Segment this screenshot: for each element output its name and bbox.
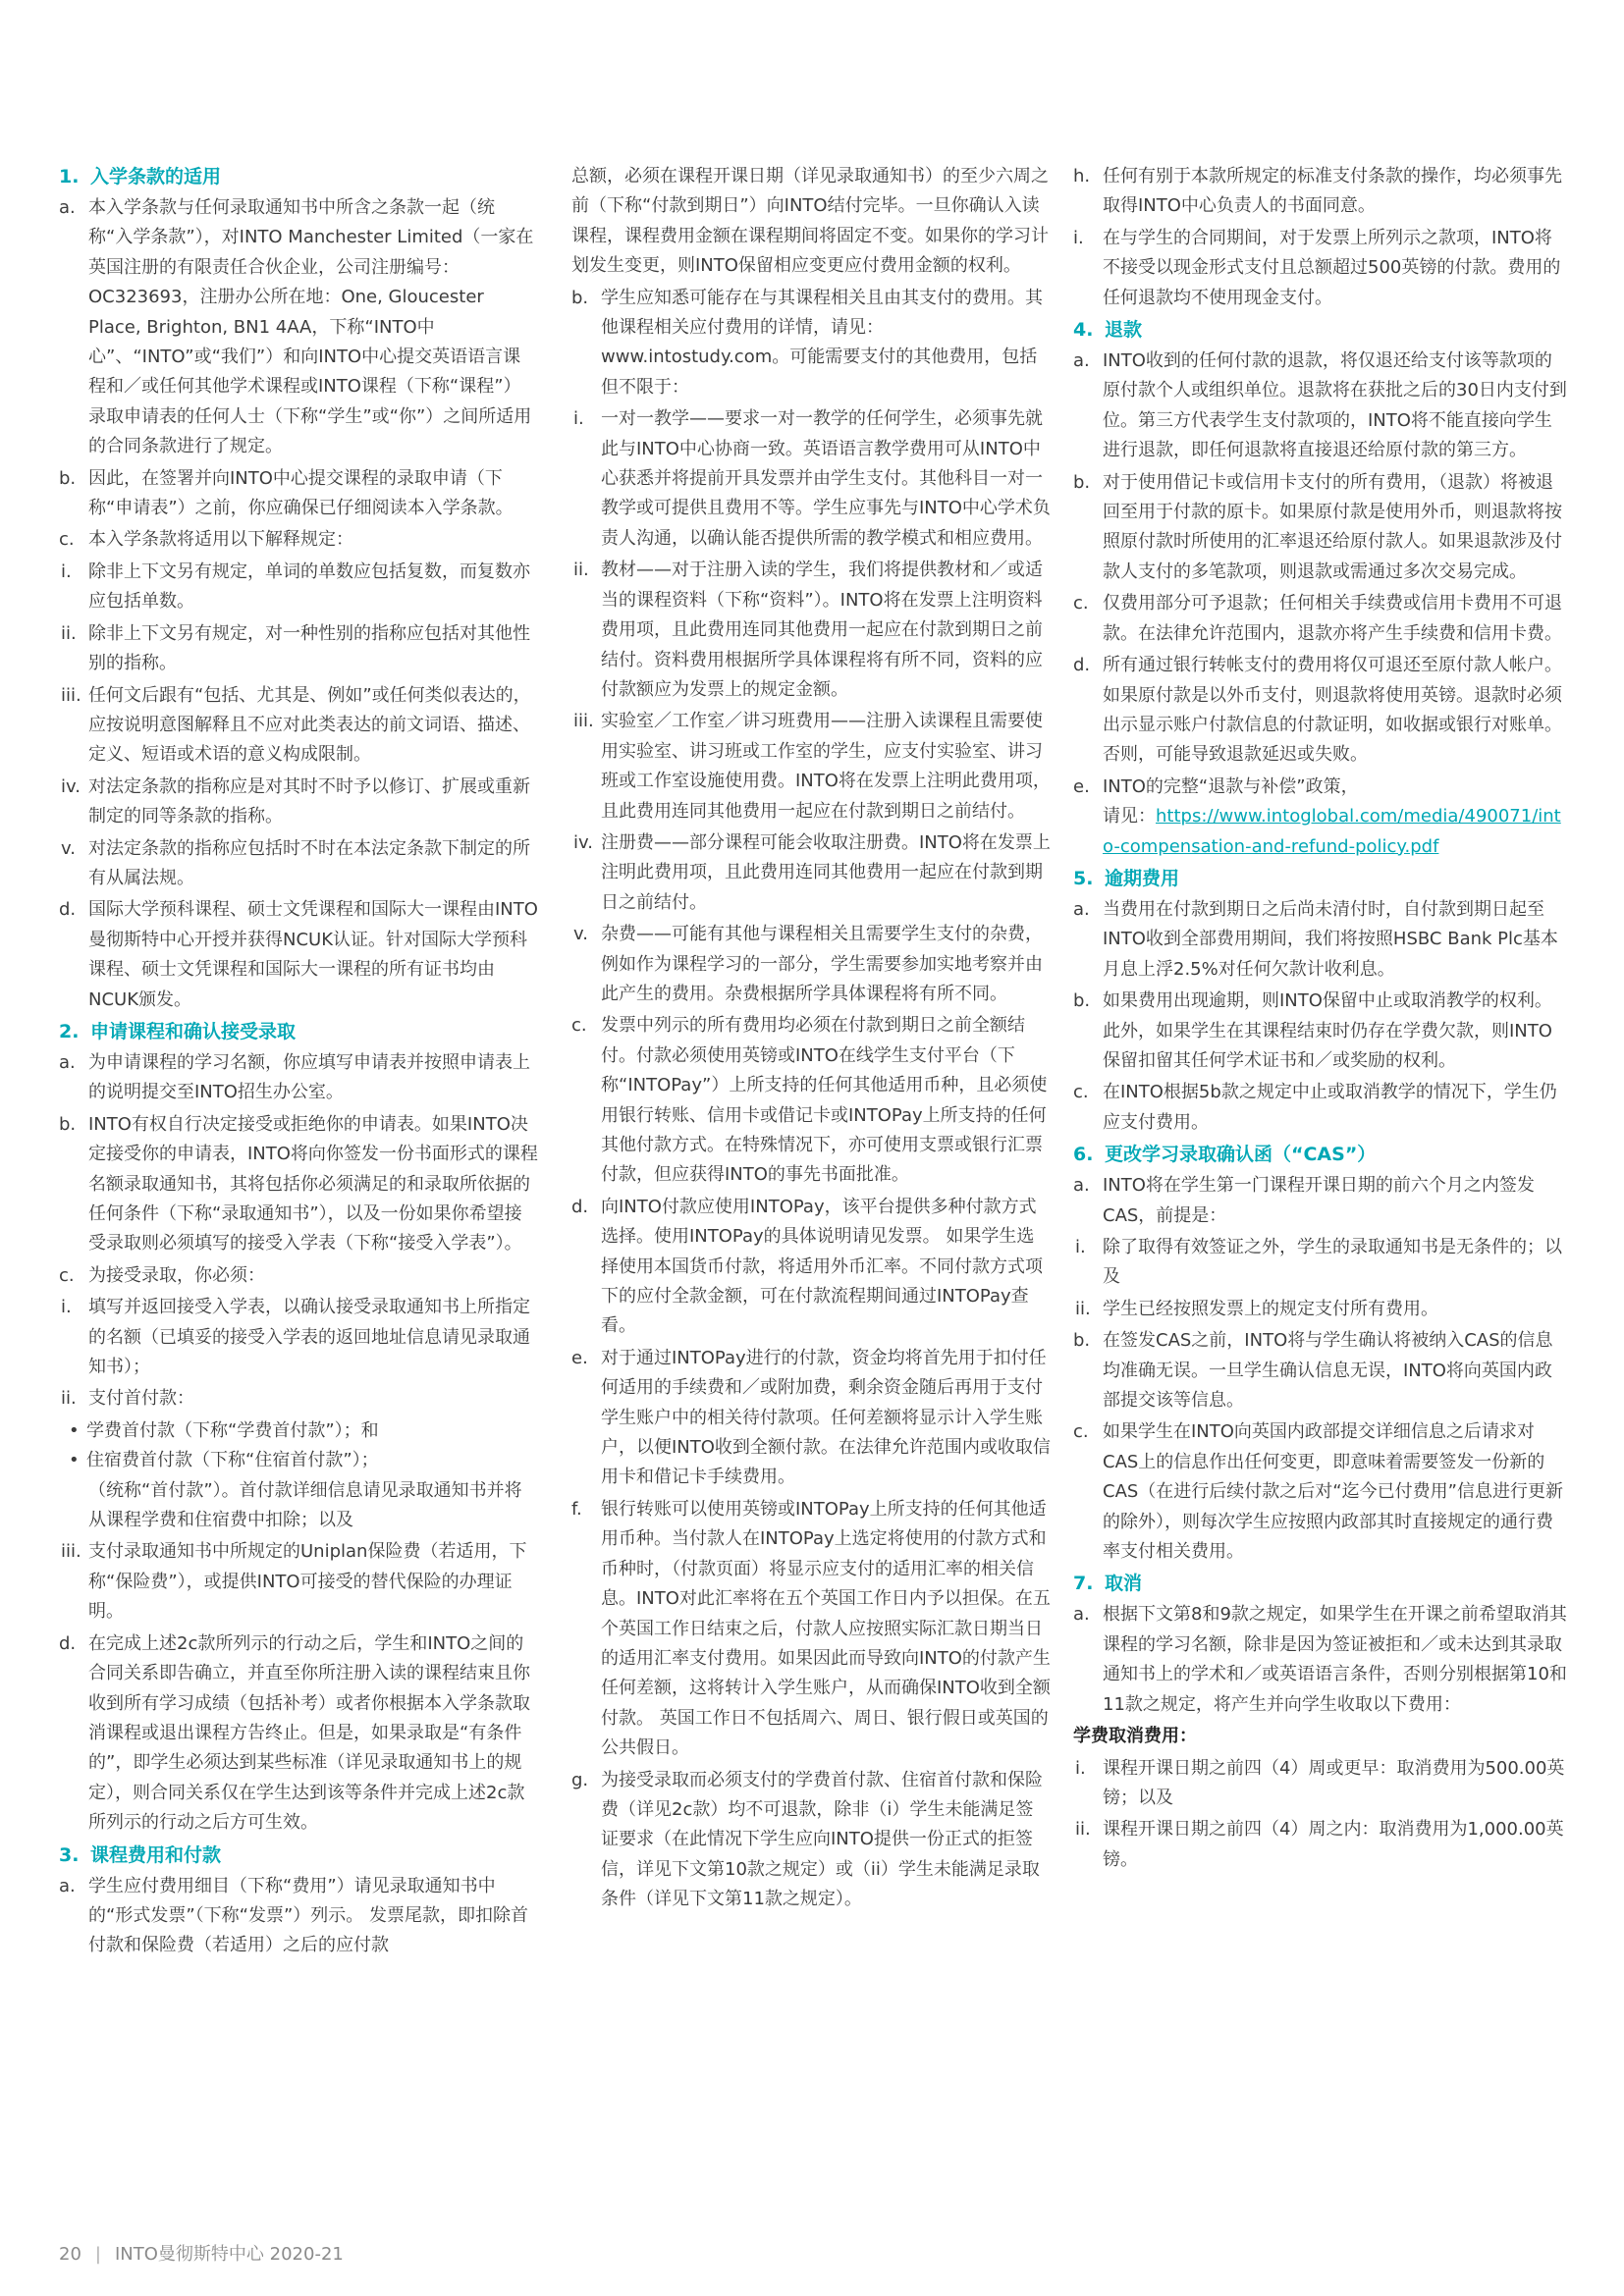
- clause-item: [1073, 224, 1567, 313]
- bullet-item: [59, 1446, 538, 1475]
- clause-text: 学生应付费用细目（下称“费用”）请见录取通知书中的“形式发票”（下称“发票”）列示。 发票尾款，即扣除首付款和保险费（若适用）之后的应付款: [88, 1875, 529, 1956]
- clause-label: b.: [571, 287, 589, 308]
- section-heading: [59, 1841, 538, 1870]
- clause-item: [1073, 773, 1567, 862]
- clause-label: a.: [59, 1875, 76, 1896]
- clause-text: 杂费——可能有其他与课程相关且需要学生支付的杂费，例如作为课程学习的一部分，学生需要参加实地考察并由此产生的费用。杂费根据所学具体课程将有所不同。: [601, 924, 1043, 1004]
- section-heading: [59, 162, 538, 191]
- clause-text: 对于通过INTOPay进行的付款，资金均将首先用于扣付任何适用的手续费和／或附加费，剩余资金随后再用于支付学生账户中的相关待付款项。任何差额将显示计入学生账户，以便INTO收到全额付款。在法律允许范围内或收取信用卡和借记卡手续费用。: [601, 1347, 1051, 1488]
- clause-text: 在完成上述2c款所列示的行动之后，学生和INTO之间的合同关系即告确立，并直至你所注册入读的课程结束且你收到所有学习成绩（包括补考）或者你根据本入学条款取消课程或退出课程方告终止。但是，如果录取是“有条件的”，即学生必须达到某些标准（详见录取通知书上的规定），则合同关系仅在学生达到该等条件并完成上述2c款所列示的行动之后方可生效。: [88, 1632, 530, 1834]
- clause-text: 为接受录取，你必须：: [88, 1264, 265, 1286]
- clause-label: c.: [1073, 1421, 1089, 1443]
- section-number: 2.: [59, 1020, 80, 1042]
- clause-label: a.: [1073, 1604, 1090, 1626]
- bullet-marker: •: [69, 1419, 80, 1441]
- clause-text: INTO将在学生第一门课程开课日期的前六个月之内签发CAS，前提是：: [1103, 1175, 1535, 1226]
- clause-text: 住宿费首付款（下称“住宿首付款”）；: [86, 1450, 379, 1471]
- clause-text: 仅费用部分可予退款；任何相关手续费或信用卡费用不可退款。在法律允许范围内，退款亦将产生手续费和信用卡费。: [1103, 593, 1562, 644]
- clause-label: a.: [1073, 350, 1090, 372]
- page-footer: [59, 2240, 344, 2266]
- clause-item: [59, 1110, 538, 1259]
- clause-text: 对于使用借记卡或信用卡支付的所有费用，（退款）将被退回至用于付款的原卡。如果原付款是使用外币，则退款将按照原付款时所使用的汇率退还给原付款人。如果退款涉及付款人支付的多笔款项，则退款或需通过多次交易完成。: [1103, 471, 1562, 582]
- clause-item: [59, 1261, 538, 1291]
- subheading-bold: 学费取消费用：: [1073, 1726, 1197, 1747]
- clause-item: [1073, 1078, 1567, 1138]
- section-title: 逾期费用: [1105, 867, 1180, 889]
- clause-item: [571, 1344, 1051, 1493]
- clause-text: 本入学条款与任何录取通知书中所含之条款一起（统称“入学条款”），对INTO Manchester Limited（一家在英国注册的有限责任合伙企业，公司注册编号：OC323693，注册办公所在地：One, Gloucester Place, Brighton, BN1 4AA，下称“INTO中心”、“INTO”或“我们”）和向INTO中心提交英语语言课程和／或任何其他学术课程或INTO课程（下称“课程”）录取申请表的任何人士（下称“学生”或“你”）之间所适用的合同条款进行了规定。: [88, 197, 534, 457]
- sub-clause-item: [1073, 1233, 1567, 1293]
- clause-label: i.: [573, 408, 584, 430]
- clause-item: [1073, 1417, 1567, 1567]
- page-number: 20: [59, 2244, 81, 2265]
- clause-item: [59, 1629, 538, 1839]
- sub-clause-item: [1073, 1815, 1567, 1875]
- clause-label: d.: [571, 1196, 589, 1217]
- clause-text: 对法定条款的指称应是对其时不时予以修订、扩展或重新制定的同等条款的指称。: [88, 775, 530, 828]
- clause-label: f.: [571, 1498, 582, 1520]
- clause-text: 对法定条款的指称应包括时不时在本法定条款下制定的所有从属法规。: [88, 837, 530, 888]
- section-heading: [59, 1017, 538, 1046]
- clause-text: 在与学生的合同期间，对于发票上所列示之款项，INTO将不接受以现金形式支付且总额超过500英镑的付款。费用的任何退款均不使用现金支付。: [1103, 227, 1561, 308]
- clause-label: ii.: [573, 560, 589, 581]
- clause-item: [571, 1495, 1051, 1764]
- clause-label: a.: [59, 197, 76, 218]
- clause-text: 学费首付款（下称“学费首付款”）；和: [86, 1419, 379, 1441]
- clause-text: 填写并返回接受入学表，以确认接受录取通知书上所指定的名额（已填妥的接受入学表的返回地址信息请见录取通知书）；: [88, 1297, 530, 1378]
- clause-text: 任何有别于本款所规定的标准支付条款的操作，均必须事先取得INTO中心负责人的书面同意。: [1103, 166, 1562, 217]
- clause-text: 学生应知悉可能存在与其课程相关且由其支付的费用。其他课程相关应付费用的详情，请见：www.intostudy.com。可能需要支付的其他费用，包括但不限于：: [601, 287, 1043, 398]
- section-heading: [1073, 1140, 1567, 1169]
- section-heading: [1073, 315, 1567, 345]
- clause-text: 除非上下文另有规定，对一种性别的指称应包括对其他性别的指称。: [88, 622, 530, 674]
- clause-label: d.: [59, 1632, 77, 1654]
- clause-item: [59, 1872, 538, 1961]
- clause-label: a.: [1073, 1175, 1090, 1197]
- sub-clause-item: [59, 558, 538, 617]
- clause-text: 国际大学预科课程、硕士文凭课程和国际大一课程由INTO曼彻斯特中心开授并获得NCUK认证。针对国际大学预科课程、硕士文凭课程和国际大一课程的所有证书均由NCUK颁发。: [88, 899, 538, 1010]
- sub-clause-item: [571, 828, 1051, 918]
- clause-text: 课程开课日期之前四（4）周或更早：取消费用为500.00英镑；以及: [1103, 1757, 1565, 1808]
- clause-text: 学生已经按照发票上的规定支付所有费用。: [1103, 1298, 1438, 1319]
- clause-label: b.: [1073, 1330, 1091, 1352]
- section-title: 课程费用和付款: [90, 1843, 222, 1866]
- clause-label: c.: [1073, 593, 1089, 614]
- clause-label: c.: [59, 1264, 75, 1286]
- clause-text: 为接受录取而必须支付的学费首付款、住宿首付款和保险费（详见2c款）均不可退款，除非（i）学生未能满足签证要求（在此情况下学生应向INTO提供一份正式的拒签信，详见下文第10款之规定）或（ii）学生未能满足录取条件（详见下文第11款之规定）。: [601, 1769, 1043, 1910]
- clause-text: 课程开课日期之前四（4）周之内：取消费用为1,000.00英镑。: [1103, 1819, 1564, 1870]
- clause-item: [59, 193, 538, 462]
- section-title: 更改学习录取确认函（“CAS”）: [1105, 1144, 1377, 1166]
- clause-label: h.: [1073, 166, 1091, 187]
- column-1: [59, 162, 538, 1963]
- clause-item: [1073, 1326, 1567, 1415]
- clause-item: [59, 895, 538, 1015]
- clause-label: b.: [1073, 471, 1091, 493]
- clause-label: e.: [1073, 775, 1090, 797]
- clause-text: 支付首付款：: [88, 1388, 194, 1410]
- section-number: 5.: [1073, 867, 1094, 889]
- clause-label: e.: [571, 1347, 588, 1368]
- column-3: [1073, 162, 1567, 1877]
- clause-item: [1073, 162, 1567, 222]
- section-number: 6.: [1073, 1144, 1094, 1166]
- sub-clause-item: [571, 707, 1051, 827]
- clause-label: c.: [59, 529, 75, 551]
- clause-label: a.: [1073, 898, 1090, 920]
- clause-label: ii.: [61, 622, 77, 644]
- clause-item: [59, 1048, 538, 1108]
- clause-label: a.: [59, 1051, 76, 1073]
- clause-text: 根据下文第8和9款之规定，如果学生在开课之前希望取消其课程的学习名额，除非是因为签证被拒和／或未达到其录取通知书上的学术和／或英语语言条件，否则分别根据第10和11款之规定，将产生并向学生收取以下费用：: [1103, 1604, 1567, 1715]
- clause-label: b.: [1073, 990, 1091, 1012]
- clause-text: 在签发CAS之前，INTO将与学生确认将被纳入CAS的信息均准确无误。一旦学生确认信息无误，INTO将向英国内政部提交该等信息。: [1103, 1330, 1553, 1412]
- clause-item: [571, 1011, 1051, 1190]
- clause-text: 如果学生在INTO向英国内政部提交详细信息之后请求对CAS上的信息作出任何变更，即意味着需要签发一份新的CAS（在进行后续付款之后对“迄今已付费用”信息进行更新的除外），则每次学生应按照内政部其时直接规定的通行费率支付相关费用。: [1103, 1421, 1563, 1563]
- clause-item: [571, 284, 1051, 403]
- clause-text: 银行转账可以使用英镑或INTOPay上所支持的任何其他适用币种。当付款人在INTOPay上选定将使用的付款方式和币种时，（付款页面）将显示应支付的适用汇率的相关信息。INTO对此汇率将在五个英国工作日内予以担保。在五个英国工作日结束之后，付款人应按照实际汇款日期当日的适用汇率支付费用。如果因此而导致向INTO的付款产生任何差额，这将转计入学生账户，从而确保INTO收到全额付款。 英国工作日不包括周六、周日、银行假日或英国的公共假日。: [601, 1498, 1051, 1759]
- clause-label: b.: [59, 1113, 77, 1135]
- clause-text: 本入学条款将适用以下解释规定：: [88, 529, 353, 551]
- section-heading: [1073, 1569, 1567, 1598]
- sub-clause-item: [571, 404, 1051, 554]
- section-number: 4.: [1073, 319, 1094, 342]
- sub-clause-item: [59, 1293, 538, 1382]
- clause-label: d.: [1073, 655, 1091, 676]
- clause-item: [1073, 1600, 1567, 1720]
- clause-text: 教材——对于注册入读的学生，我们将提供教材和／或适当的课程资料（下称“资料”）。INTO将在发票上注明资料费用项，且此费用连同其他费用一起应在付款到期日之前结付。资料费用根据所学具体课程将有所不同，资料的应付款额应为发票上的规定金额。: [601, 560, 1043, 700]
- clause-text: 所有通过银行转帐支付的费用将仅可退还至原付款人帐户。如果原付款是以外币支付，则退款将使用英镑。退款时必须出示显示账户付款信息的付款证明，如收据或银行对账单。否则，可能导致退款延迟或失败。: [1103, 655, 1562, 766]
- sub-clause-item: [59, 681, 538, 771]
- clause-label: ii.: [1075, 1298, 1091, 1319]
- clause-label: iii.: [61, 684, 81, 706]
- sub-clause-item: [1073, 1295, 1567, 1324]
- clause-text: 如果费用出现逾期，则INTO保留中止或取消教学的权利。此外，如果学生在其课程结束时仍存在学费欠款，则INTO保留扣留其任何学术证书和／或奖励的权利。: [1103, 990, 1552, 1071]
- clause-text: 实验室／工作室／讲习班费用——注册入读课程且需要使用实验室、讲习班或工作室的学生，应支付实验室、讲习班或工作室设施使用费。INTO将在发票上注明此费用项，且此费用连同其他费用一起应在付款到期日之前结付。: [601, 711, 1051, 822]
- clause-text-line2: 请见：: [1103, 806, 1156, 828]
- clause-text: 注册费——部分课程可能会收取注册费。INTO将在发票上注明此费用项，且此费用连同其他费用一起应在付款到期日之前结付。: [601, 831, 1051, 913]
- section-heading: [1073, 864, 1567, 893]
- clause-label: b.: [59, 467, 77, 489]
- clause-label: c.: [1073, 1082, 1089, 1103]
- bullet-marker: •: [69, 1450, 80, 1471]
- clause-label: i.: [1073, 227, 1084, 248]
- clause-text: 为申请课程的学习名额，你应填写申请表并按照申请表上的说明提交至INTO招生办公室。: [88, 1051, 530, 1103]
- clause-item: [1073, 1171, 1567, 1231]
- clause-label: iii.: [573, 711, 594, 732]
- clause-item: [1073, 468, 1567, 588]
- clause-label: i.: [1075, 1757, 1086, 1779]
- clause-text: 除非上下文另有规定，单词的单数应包括复数，而复数亦应包括单数。: [88, 561, 530, 613]
- clause-label: d.: [59, 899, 77, 921]
- section-number: 7.: [1073, 1573, 1094, 1595]
- footer-separator: |: [94, 2244, 101, 2265]
- clause-label: ii.: [61, 1388, 77, 1410]
- clause-label: v.: [573, 924, 588, 945]
- clause-text: 在INTO根据5b款之规定中止或取消教学的情况下，学生仍应支付费用。: [1103, 1082, 1557, 1133]
- clause-label: i.: [61, 561, 72, 582]
- clause-item: [1073, 347, 1567, 466]
- clause-label: c.: [571, 1015, 587, 1037]
- clause-text: INTO的完整“退款与补偿”政策，: [1103, 775, 1359, 797]
- section-title: 入学条款的适用: [90, 166, 222, 187]
- clause-item: [571, 1766, 1051, 1915]
- continued-paragraph: 总额，必须在课程开课日期（详见录取通知书）的至少六周之前（下称“付款到期日”）向INTO结付完毕。一旦你确认入读课程，课程费用金额在课程期间将固定不变。如果你的学习计划发生变更，则INTO保留相应变更应付费用金额的权利。: [571, 166, 1049, 277]
- section-title: 退款: [1105, 319, 1143, 342]
- clause-text: 向INTO付款应使用INTOPay，该平台提供多种付款方式选择。使用INTOPay的具体说明请见发票。 如果学生选择使用本国货币付款，将适用外币汇率。不同付款方式项下的应付全款金额，可在付款流程期间通过INTOPay查看。: [601, 1196, 1043, 1337]
- sub-clause-item: [1073, 1754, 1567, 1814]
- clause-label: iv.: [573, 831, 593, 853]
- clause-item: [1073, 895, 1567, 985]
- clause-label: ii.: [1075, 1819, 1091, 1841]
- clause-text: 发票中列示的所有费用均必须在付款到期日之前全额结付。付款必须使用英镑或INTO在线学生支付平台（下称“INTOPay”）上所支持的任何其他适用币种，且必须使用银行转账、信用卡或借记卡或INTOPay上所支持的任何其他付款方式。在特殊情况下，亦可使用支票或银行汇票付款，但应获得INTO的事先书面批准。: [601, 1015, 1048, 1186]
- sub-clause-continuation: （统称“首付款”）。首付款详细信息请见录取通知书并将从课程学费和住宿费中扣除；以及: [88, 1479, 522, 1531]
- clause-text: 因此，在签署并向INTO中心提交课程的录取申请（下称“申请表”）之前，你应确保已仔细阅读本入学条款。: [88, 467, 514, 519]
- clause-text: 除了取得有效签证之外，学生的录取通知书是无条件的；以及: [1103, 1237, 1562, 1288]
- clause-item: [1073, 589, 1567, 649]
- clause-item: [1073, 651, 1567, 771]
- sub-clause-item: [59, 1384, 538, 1414]
- clause-item: [59, 464, 538, 524]
- section-number: 3.: [59, 1843, 80, 1866]
- sub-clause-item: [59, 834, 538, 894]
- section-number: 1.: [59, 166, 80, 187]
- clause-item: [59, 525, 538, 555]
- clause-label: i.: [1075, 1237, 1086, 1257]
- clause-text: 当费用在付款到期日之后尚未清付时，自付款到期日起至INTO收到全部费用期间，我们将按照HSBC Bank Plc基本月息上浮2.5%对任何欠款计收利息。: [1103, 898, 1558, 980]
- clause-label: g.: [571, 1769, 589, 1790]
- sub-clause-item: [59, 619, 538, 679]
- clause-text: INTO有权自行决定接受或拒绝你的申请表。如果INTO决定接受你的申请表，INTO将向你签发一份书面形式的课程名额录取通知书，其将包括你必须满足的和录取所依据的任何条件（下称“录取通知书”），以及一份如果你希望接受录取则必须填写的接受入学表（下称“接受入学表”）。: [88, 1113, 538, 1255]
- section-title: 取消: [1105, 1573, 1143, 1595]
- clause-text: 支付录取通知书中所规定的Uniplan保险费（若适用，下称“保险费”），或提供INTO可接受的替代保险的办理证明。: [88, 1541, 527, 1623]
- bullet-item: [59, 1416, 538, 1446]
- clause-item: [1073, 987, 1567, 1076]
- clause-label: iv.: [61, 775, 81, 797]
- sub-clause-item: [571, 920, 1051, 1009]
- column-2: [571, 162, 1051, 1917]
- clause-item: [571, 1193, 1051, 1342]
- clause-text: 任何文后跟有“包括、尤其是、例如”或任何类似表达的，应按说明意图解释且不应对此类表达的前文词语、描述、定义、短语或术语的意义构成限制。: [88, 684, 531, 766]
- section-title: 申请课程和确认接受录取: [90, 1020, 297, 1042]
- clause-label: iii.: [61, 1541, 81, 1563]
- sub-clause-item: [571, 556, 1051, 705]
- sub-clause-item: [59, 1537, 538, 1627]
- publication-title: INTO曼彻斯特中心 2020-21: [114, 2244, 344, 2265]
- sub-clause-item: [59, 773, 538, 832]
- clause-label: v.: [61, 837, 76, 859]
- clause-text: INTO收到的任何付款的退款，将仅退还给支付该等款项的原付款个人或组织单位。退款将在获批之后的30日内支付到位。第三方代表学生支付款项的，INTO将不能直接向学生进行退款，即任何退款将直接退还给原付款的第三方。: [1103, 350, 1567, 461]
- policy-link[interactable]: https://www.intoglobal.com/media/490071/into-compensation-and-refund-policy.pdf: [1103, 806, 1561, 857]
- clause-text: 一对一教学——要求一对一教学的任何学生，必须事先就此与INTO中心协商一致。英语语言教学费用可从INTO中心获悉并将提前开具发票并由学生支付。其他科目一对一教学或可提供且费用不等。学生应事先与INTO中心学术负责人沟通，以确认能否提供所需的教学模式和相应费用。: [601, 408, 1051, 549]
- clause-label: i.: [61, 1297, 72, 1318]
